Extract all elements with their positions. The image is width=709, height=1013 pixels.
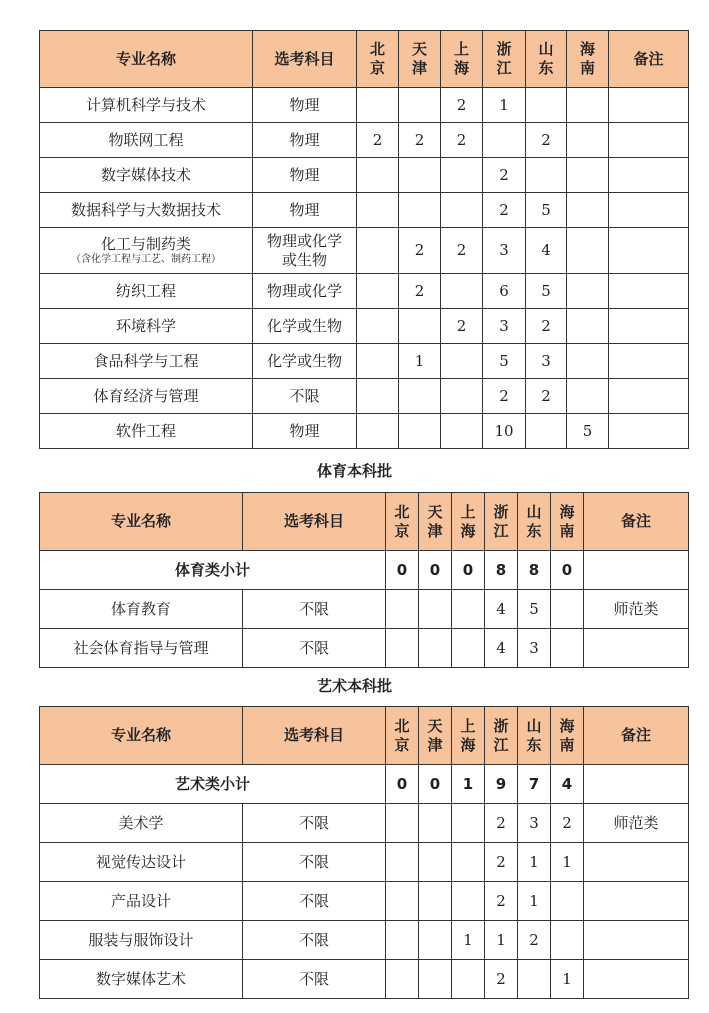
count-zhejiang: 1 <box>483 88 526 123</box>
count-shanghai <box>452 629 485 668</box>
count-shandong: 2 <box>526 379 567 414</box>
note <box>584 765 689 804</box>
count-hainan <box>567 344 609 379</box>
header-hainan: 海 南 <box>551 707 584 765</box>
count-tianjin <box>419 882 452 921</box>
table-row <box>40 123 689 158</box>
count-beijing: 0 <box>386 551 419 590</box>
header-zhejiang: 浙 江 <box>485 493 518 551</box>
header-major: 专业名称 <box>40 493 243 551</box>
count-zhejiang: 3 <box>483 228 526 274</box>
count-zhejiang <box>483 123 526 158</box>
count-tianjin <box>419 921 452 960</box>
count-shanghai <box>441 379 483 414</box>
major-name: 计算机科学与技术 <box>40 88 253 123</box>
header-subject: 选考科目 <box>253 31 357 88</box>
count-shanghai: 2 <box>441 123 483 158</box>
note <box>609 88 689 123</box>
count-shandong <box>526 88 567 123</box>
section-title-art: 艺术本科批 <box>316 677 392 695</box>
table3-body <box>40 765 689 999</box>
count-hainan <box>567 379 609 414</box>
count-tianjin <box>419 804 452 843</box>
major-name: 数字媒体艺术 <box>40 960 243 999</box>
count-zhejiang: 5 <box>483 344 526 379</box>
count-shandong: 5 <box>526 193 567 228</box>
table-row <box>40 804 689 843</box>
count-shandong: 5 <box>526 274 567 309</box>
count-beijing: 2 <box>357 123 399 158</box>
count-shanghai <box>441 274 483 309</box>
subtotal-label: 体育类小计 <box>40 551 386 590</box>
count-shandong: 8 <box>518 551 551 590</box>
subtotal-row <box>40 551 689 590</box>
count-shanghai <box>452 590 485 629</box>
subject: 不限 <box>243 590 386 629</box>
major-table-art <box>39 706 689 999</box>
count-zhejiang: 2 <box>485 882 518 921</box>
header-zhejiang: 浙 江 <box>485 707 518 765</box>
table-row <box>40 228 689 274</box>
count-zhejiang: 3 <box>483 309 526 344</box>
table-row <box>40 274 689 309</box>
major-name: 环境科学 <box>40 309 253 344</box>
count-hainan: 1 <box>551 843 584 882</box>
count-shanghai <box>441 193 483 228</box>
count-tianjin: 1 <box>399 344 441 379</box>
subject: 物理 <box>253 123 357 158</box>
count-shanghai: 2 <box>441 228 483 274</box>
count-shandong: 2 <box>526 123 567 158</box>
count-beijing <box>357 309 399 344</box>
note <box>584 921 689 960</box>
table-row <box>40 960 689 999</box>
count-tianjin <box>419 629 452 668</box>
note <box>584 551 689 590</box>
header-note: 备注 <box>584 493 689 551</box>
note <box>609 158 689 193</box>
major-name: 数字媒体技术 <box>40 158 253 193</box>
count-shandong: 1 <box>518 843 551 882</box>
table2-body <box>40 551 689 668</box>
count-hainan: 2 <box>551 804 584 843</box>
header-shandong: 山 东 <box>518 707 551 765</box>
note: 师范类 <box>584 590 689 629</box>
count-hainan <box>567 274 609 309</box>
count-tianjin <box>419 960 452 999</box>
count-tianjin: 2 <box>399 274 441 309</box>
subject: 不限 <box>243 843 386 882</box>
header-hainan: 海 南 <box>551 493 584 551</box>
header-hainan: 海 南 <box>567 31 609 88</box>
count-shanghai: 2 <box>441 309 483 344</box>
note <box>609 274 689 309</box>
major-name-sub: （含化学工程与工艺、制药工程） <box>71 254 221 266</box>
count-shanghai <box>452 804 485 843</box>
note: 师范类 <box>584 804 689 843</box>
count-beijing <box>386 804 419 843</box>
count-beijing <box>386 843 419 882</box>
count-zhejiang: 10 <box>483 414 526 449</box>
major-name: 视觉传达设计 <box>40 843 243 882</box>
subtotal-label: 艺术类小计 <box>40 765 386 804</box>
count-shanghai <box>441 414 483 449</box>
count-tianjin: 0 <box>419 765 452 804</box>
count-zhejiang: 2 <box>485 804 518 843</box>
major-name: 软件工程 <box>40 414 253 449</box>
major-name: 体育经济与管理 <box>40 379 253 414</box>
major-name <box>40 228 253 274</box>
count-shandong <box>526 414 567 449</box>
count-beijing <box>357 228 399 274</box>
header-note: 备注 <box>584 707 689 765</box>
subtotal-row <box>40 765 689 804</box>
count-zhejiang: 2 <box>483 379 526 414</box>
count-tianjin <box>399 158 441 193</box>
table-row <box>40 158 689 193</box>
count-shanghai: 1 <box>452 921 485 960</box>
header-tianjin: 天 津 <box>399 31 441 88</box>
major-name: 食品科学与工程 <box>40 344 253 379</box>
subject: 不限 <box>243 921 386 960</box>
count-beijing <box>357 344 399 379</box>
count-tianjin: 0 <box>419 551 452 590</box>
count-hainan <box>567 193 609 228</box>
count-beijing <box>386 960 419 999</box>
count-hainan <box>567 309 609 344</box>
count-tianjin: 2 <box>399 228 441 274</box>
count-beijing <box>386 629 419 668</box>
subject: 不限 <box>253 379 357 414</box>
count-shanghai: 1 <box>452 765 485 804</box>
header-shandong: 山 东 <box>518 493 551 551</box>
table-row <box>40 882 689 921</box>
count-hainan: 0 <box>551 551 584 590</box>
subject: 物理 <box>253 414 357 449</box>
count-hainan <box>567 123 609 158</box>
table-row <box>40 629 689 668</box>
note <box>609 414 689 449</box>
count-shandong: 2 <box>518 921 551 960</box>
header-shanghai: 上 海 <box>452 707 485 765</box>
count-hainan: 4 <box>551 765 584 804</box>
count-hainan <box>567 158 609 193</box>
count-beijing <box>386 590 419 629</box>
count-shandong: 1 <box>518 882 551 921</box>
header-major: 专业名称 <box>40 707 243 765</box>
count-shanghai: 2 <box>441 88 483 123</box>
count-tianjin <box>399 309 441 344</box>
subject: 物理或化学 或生物 <box>253 228 357 274</box>
subject: 化学或生物 <box>253 344 357 379</box>
count-zhejiang: 9 <box>485 765 518 804</box>
table-row <box>40 590 689 629</box>
subject: 不限 <box>243 629 386 668</box>
major-name: 美术学 <box>40 804 243 843</box>
count-beijing <box>357 414 399 449</box>
header-tianjin: 天 津 <box>419 493 452 551</box>
subject: 物理 <box>253 88 357 123</box>
count-beijing <box>357 193 399 228</box>
note <box>609 228 689 274</box>
count-hainan: 5 <box>567 414 609 449</box>
count-shandong: 5 <box>518 590 551 629</box>
note <box>609 193 689 228</box>
subject: 化学或生物 <box>253 309 357 344</box>
note <box>584 843 689 882</box>
count-shanghai <box>452 843 485 882</box>
note <box>584 882 689 921</box>
count-zhejiang: 2 <box>483 193 526 228</box>
count-beijing <box>357 88 399 123</box>
header-beijing: 北 京 <box>357 31 399 88</box>
count-shandong: 4 <box>526 228 567 274</box>
count-beijing <box>386 921 419 960</box>
count-shanghai <box>441 344 483 379</box>
subject: 不限 <box>243 804 386 843</box>
note <box>609 379 689 414</box>
major-table-sports <box>39 492 689 668</box>
count-shandong: 3 <box>518 804 551 843</box>
header-beijing: 北 京 <box>386 493 419 551</box>
major-name-main: 化工与制药类 <box>100 234 191 253</box>
major-name: 物联网工程 <box>40 123 253 158</box>
note <box>609 123 689 158</box>
table1-body <box>40 88 689 449</box>
header-shanghai: 上 海 <box>452 493 485 551</box>
count-shandong: 2 <box>526 309 567 344</box>
count-shandong: 3 <box>526 344 567 379</box>
major-name: 体育教育 <box>40 590 243 629</box>
section-title-sports: 体育本科批 <box>316 462 392 480</box>
note <box>584 629 689 668</box>
table-row <box>40 344 689 379</box>
table-row <box>40 843 689 882</box>
count-zhejiang: 2 <box>483 158 526 193</box>
count-shandong <box>518 960 551 999</box>
count-zhejiang: 2 <box>485 843 518 882</box>
count-zhejiang: 6 <box>483 274 526 309</box>
count-tianjin <box>399 88 441 123</box>
count-shandong <box>526 158 567 193</box>
header-row <box>40 31 689 88</box>
count-zhejiang: 8 <box>485 551 518 590</box>
count-beijing <box>357 379 399 414</box>
major-name: 服装与服饰设计 <box>40 921 243 960</box>
note <box>584 960 689 999</box>
major-name: 社会体育指导与管理 <box>40 629 243 668</box>
major-name: 纺织工程 <box>40 274 253 309</box>
count-hainan <box>551 882 584 921</box>
header-major: 专业名称 <box>40 31 253 88</box>
count-zhejiang: 4 <box>485 629 518 668</box>
note <box>609 309 689 344</box>
subject: 物理 <box>253 193 357 228</box>
count-beijing: 0 <box>386 765 419 804</box>
count-tianjin <box>419 843 452 882</box>
count-hainan <box>551 921 584 960</box>
count-beijing <box>386 882 419 921</box>
count-hainan: 1 <box>551 960 584 999</box>
header-shanghai: 上 海 <box>441 31 483 88</box>
count-hainan <box>551 590 584 629</box>
header-tianjin: 天 津 <box>419 707 452 765</box>
header-subject: 选考科目 <box>243 493 386 551</box>
table-row <box>40 309 689 344</box>
count-hainan <box>567 88 609 123</box>
count-hainan <box>567 228 609 274</box>
table-row <box>40 379 689 414</box>
count-zhejiang: 4 <box>485 590 518 629</box>
count-zhejiang: 1 <box>485 921 518 960</box>
count-tianjin <box>399 379 441 414</box>
header-beijing: 北 京 <box>386 707 419 765</box>
table-row <box>40 921 689 960</box>
subject: 物理 <box>253 158 357 193</box>
count-shanghai <box>452 960 485 999</box>
count-zhejiang: 2 <box>485 960 518 999</box>
subject: 不限 <box>243 960 386 999</box>
count-shanghai: 0 <box>452 551 485 590</box>
count-tianjin <box>419 590 452 629</box>
count-shanghai <box>441 158 483 193</box>
header-note: 备注 <box>609 31 689 88</box>
count-shandong: 7 <box>518 765 551 804</box>
count-beijing <box>357 158 399 193</box>
count-tianjin <box>399 193 441 228</box>
major-name: 产品设计 <box>40 882 243 921</box>
count-tianjin <box>399 414 441 449</box>
count-tianjin: 2 <box>399 123 441 158</box>
header-row <box>40 493 689 551</box>
note <box>609 344 689 379</box>
header-zhejiang: 浙 江 <box>483 31 526 88</box>
header-shandong: 山 东 <box>526 31 567 88</box>
header-subject: 选考科目 <box>243 707 386 765</box>
header-row <box>40 707 689 765</box>
table-row <box>40 414 689 449</box>
table-row <box>40 88 689 123</box>
major-table-general <box>39 30 689 449</box>
subject: 物理或化学 <box>253 274 357 309</box>
count-shanghai <box>452 882 485 921</box>
major-name: 数据科学与大数据技术 <box>40 193 253 228</box>
table-row <box>40 193 689 228</box>
count-hainan <box>551 629 584 668</box>
count-shandong: 3 <box>518 629 551 668</box>
count-beijing <box>357 274 399 309</box>
subject: 不限 <box>243 882 386 921</box>
